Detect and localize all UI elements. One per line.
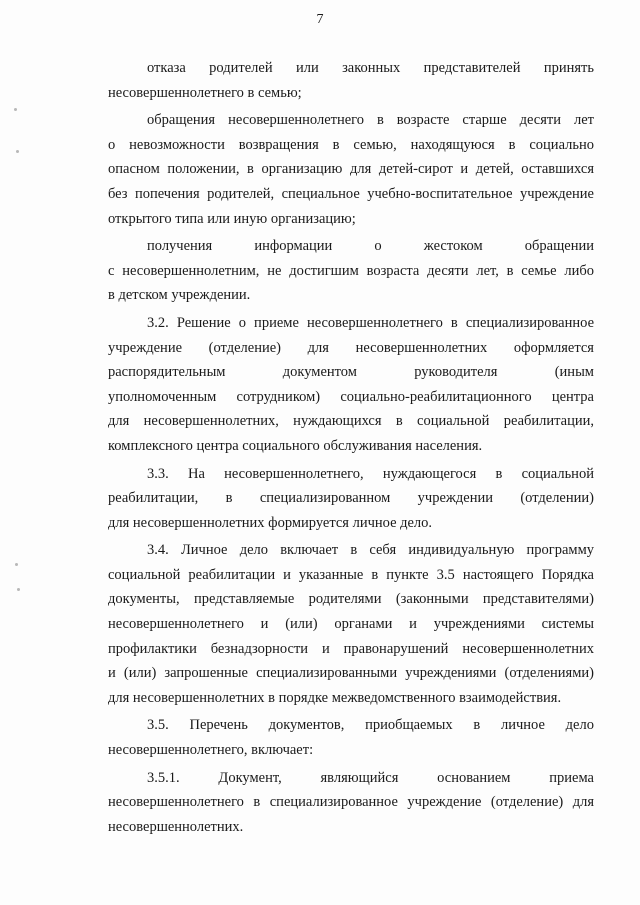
word: основанием — [437, 769, 511, 786]
text-line: для несовершеннолетних формируется личное дело. — [108, 514, 433, 531]
text-line: о невозможности возвращения в семью, находящуюся в социально — [108, 136, 594, 153]
text-line — [108, 766, 594, 791]
word: дело — [565, 717, 594, 734]
text-line — [108, 56, 594, 81]
paragraph — [108, 311, 594, 459]
word: родителей — [209, 60, 273, 76]
text-line: несовершеннолетнего, включает: — [108, 742, 314, 759]
word: документов, — [268, 717, 345, 734]
text-line: с несовершеннолетним, не достигшим возраста десяти лет, в семье либо — [108, 262, 594, 279]
word: (иным — [554, 364, 594, 381]
word: реабилитации, — [108, 490, 199, 507]
scan-speck — [14, 108, 17, 111]
text-line: в детском учреждении. — [108, 287, 251, 304]
text-line: социальной реабилитации и указанные в пункте 3.5 настоящего Порядка — [108, 566, 594, 583]
paragraph — [108, 713, 594, 762]
text-line: уполномоченным сотрудником) социально-реабилитационного центра — [108, 388, 594, 405]
word: На — [187, 465, 205, 482]
word: (отделение) — [208, 339, 281, 356]
text-line — [108, 486, 594, 511]
word: приема — [549, 769, 594, 786]
paragraph — [108, 108, 594, 231]
text-line: документы, представляемые родителями (законными представителями) — [108, 591, 594, 608]
word: личное — [501, 717, 545, 734]
word: учреждение — [108, 339, 183, 356]
text-line: несовершеннолетнего в специализированное учреждение (отделение) для — [108, 794, 594, 811]
word: представителей — [423, 60, 521, 76]
scan-speck — [16, 150, 19, 153]
document-body — [108, 56, 594, 842]
word: жестоком — [423, 238, 483, 255]
word: 3.5. — [147, 717, 169, 734]
word: нуждающегося — [382, 465, 477, 482]
text-line: и (или) запрошенные специализированными учреждениями (отделениями) — [108, 665, 594, 682]
word: приобщаемых — [365, 717, 453, 734]
word: в — [495, 465, 503, 482]
text-line — [108, 336, 594, 361]
scan-speck — [15, 563, 18, 566]
text-line: опасном положении, в организацию для детей-сирот и детей, оставшихся — [108, 161, 594, 178]
scan-speck — [17, 588, 20, 591]
text-line — [108, 234, 594, 259]
word: отказа — [147, 60, 186, 76]
word: руководителя — [414, 364, 498, 381]
text-line: несовершеннолетнего в семью; — [108, 84, 302, 101]
word: 3.5.1. — [147, 769, 180, 786]
word: или — [295, 60, 319, 76]
text-line — [108, 462, 594, 487]
word: в — [473, 717, 481, 734]
word: для — [307, 339, 329, 356]
word: являющийся — [320, 769, 399, 786]
word: обращении — [524, 238, 594, 255]
text-line: несовершеннолетних. — [108, 818, 244, 835]
word: Перечень — [189, 717, 248, 734]
paragraph — [108, 234, 594, 308]
word: принять — [543, 60, 594, 76]
text-line: для несовершеннолетних в порядке межведомственного взаимодействия. — [108, 689, 562, 706]
text-line: несовершеннолетнего и (или) органами и учреждениями системы — [108, 616, 594, 633]
paragraph — [108, 538, 594, 710]
word: в — [225, 490, 233, 507]
text-line — [108, 360, 594, 385]
word: специализированном — [259, 490, 391, 507]
text-line: открытого типа или иную организацию; — [108, 210, 356, 227]
word: о — [374, 238, 382, 255]
word: несовершеннолетнего, — [224, 465, 364, 482]
word: законных — [342, 60, 401, 76]
word: оформляется — [513, 339, 594, 356]
word: учреждении — [417, 490, 493, 507]
paragraph — [108, 462, 594, 536]
word: распорядительным — [108, 364, 226, 381]
paragraph — [108, 766, 594, 840]
paragraph — [108, 56, 594, 105]
text-line: 3.4. Личное дело включает в себя индивидуальную программу — [147, 542, 594, 559]
word: получения — [147, 238, 213, 255]
word: 3.3. — [147, 465, 169, 482]
word: (отделении) — [520, 490, 594, 507]
word: несовершеннолетних — [355, 339, 488, 356]
page-number: 7 — [316, 12, 324, 27]
text-line: без попечения родителей, специальное учебно-воспитательное учреждение — [108, 185, 594, 202]
text-line: 3.2. Решение о приеме несовершеннолетнего в специализированное — [147, 314, 594, 331]
text-line: профилактики безнадзорности и правонарушений несовершеннолетних — [108, 640, 594, 657]
text-line — [108, 713, 594, 738]
text-line: для несовершеннолетних, нуждающихся в социальной реабилитации, — [108, 413, 594, 430]
word: информации — [254, 238, 333, 255]
word: социальной — [521, 465, 594, 482]
text-line: комплексного центра социального обслуживания населения. — [108, 437, 483, 454]
word: Документ, — [218, 769, 282, 786]
paragraph-gap — [108, 839, 594, 842]
word: документом — [282, 364, 357, 381]
text-line: обращения несовершеннолетнего в возрасте старше десяти лет — [147, 112, 594, 129]
